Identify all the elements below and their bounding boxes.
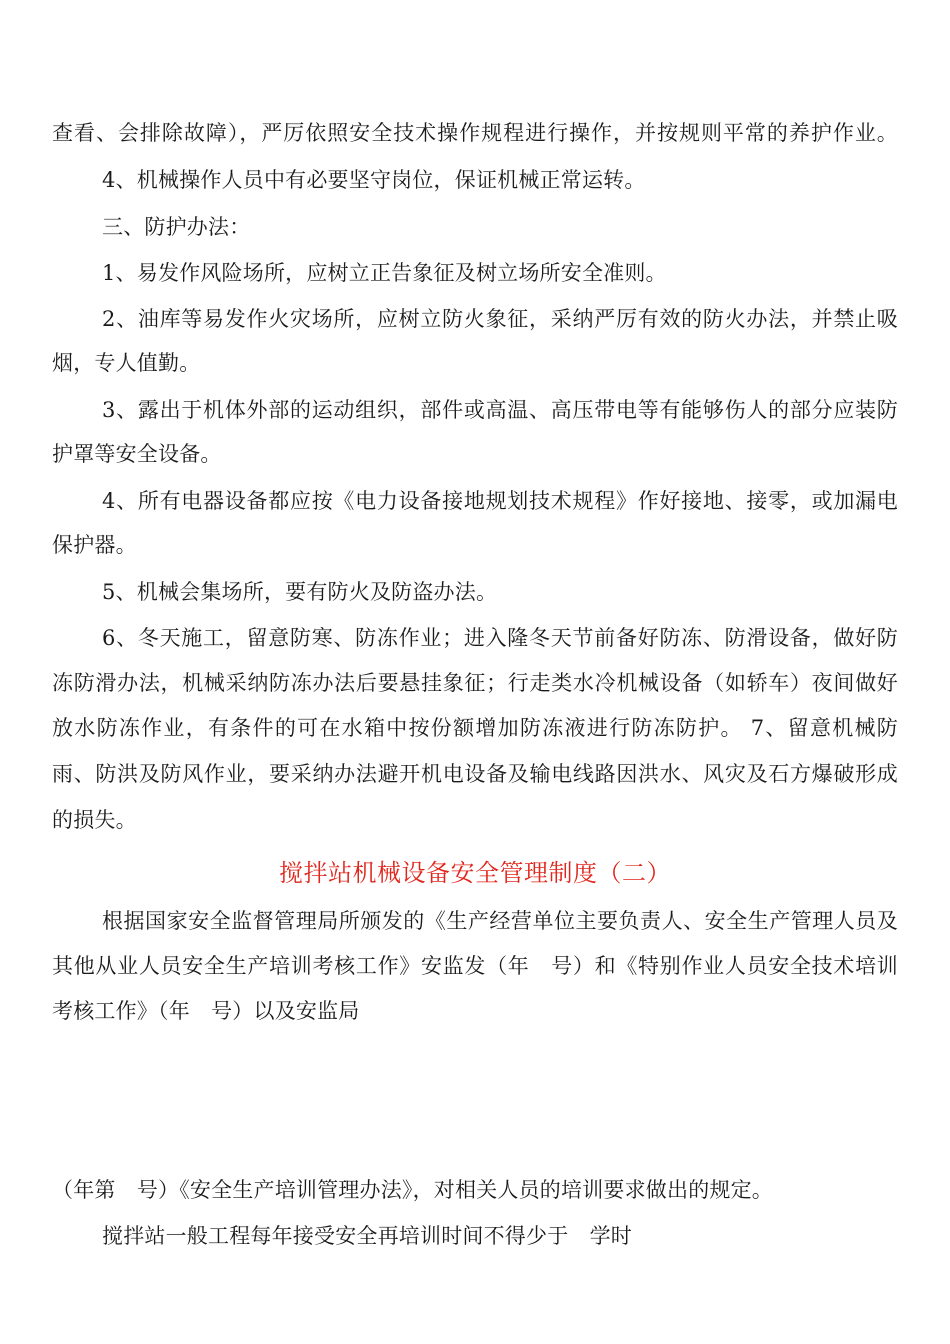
paragraph-line: 4、机械操作人员中有必要坚守岗位，保证机械正常运转。 <box>102 168 646 192</box>
paragraph-line: 放水防冻作业，有条件的可在水箱中按份额增加防冻液进行防冻防护。 7、留意机械防 <box>52 716 898 740</box>
paragraph-line: 烟，专人值勤。 <box>52 351 201 375</box>
paragraph-line: 6、冬天施工，留意防寒、防冻作业；进入隆冬天节前备好防冻、防滑设备，做好防 <box>102 626 898 650</box>
paragraph-line: 5、机械会集场所，要有防火及防盗办法。 <box>102 580 498 604</box>
paragraph-line: 护罩等安全设备。 <box>52 442 222 466</box>
paragraph-line: 搅拌站一般工程每年接受安全再培训时间不得少于 学时 <box>102 1224 632 1248</box>
paragraph-line: 4、所有电器设备都应按《电力设备接地规划技术规程》作好接地、接零，或加漏电 <box>102 489 898 513</box>
paragraph-line: 3、露出于机体外部的运动组织，部件或高温、高压带电等有能够伤人的部分应装防 <box>102 398 898 422</box>
section-title: 搅拌站机械设备安全管理制度（二） <box>279 859 671 887</box>
section-subheading: 三、防护办法： <box>102 215 251 239</box>
paragraph-line: 考核工作》（年 号）以及安监局 <box>52 999 360 1023</box>
paragraph-line: 根据国家安全监督管理局所颁发的《生产经营单位主要负责人、安全生产管理人员及 <box>102 909 898 933</box>
paragraph-line: 的损失。 <box>52 808 137 832</box>
paragraph-line: 冻防滑办法，机械采纳防冻办法后要悬挂象征；行走类水冷机械设备（如轿车）夜间做好 <box>52 671 898 695</box>
paragraph-line: 其他从业人员安全生产培训考核工作》安监发（年 号）和《特别作业人员安全技术培训 <box>52 954 898 978</box>
paragraph-line: 保护器。 <box>52 533 137 557</box>
paragraph-line: 查看、会排除故障），严厉依照安全技术操作规程进行操作，并按规则平常的养护作业。 <box>52 121 898 145</box>
paragraph-line: 2、油库等易发作火灾场所，应树立防火象征，采纳严厉有效的防火办法，并禁止吸 <box>102 307 898 331</box>
paragraph-line: 雨、防洪及防风作业，要采纳办法避开机电设备及输电线路因洪水、风灾及石方爆破形成 <box>52 762 898 786</box>
paragraph-line: 1、易发作风险场所，应树立正告象征及树立场所安全准则。 <box>102 261 667 285</box>
paragraph-line: （年第 号）《安全生产培训管理办法》，对相关人员的培训要求做出的规定。 <box>52 1178 773 1202</box>
